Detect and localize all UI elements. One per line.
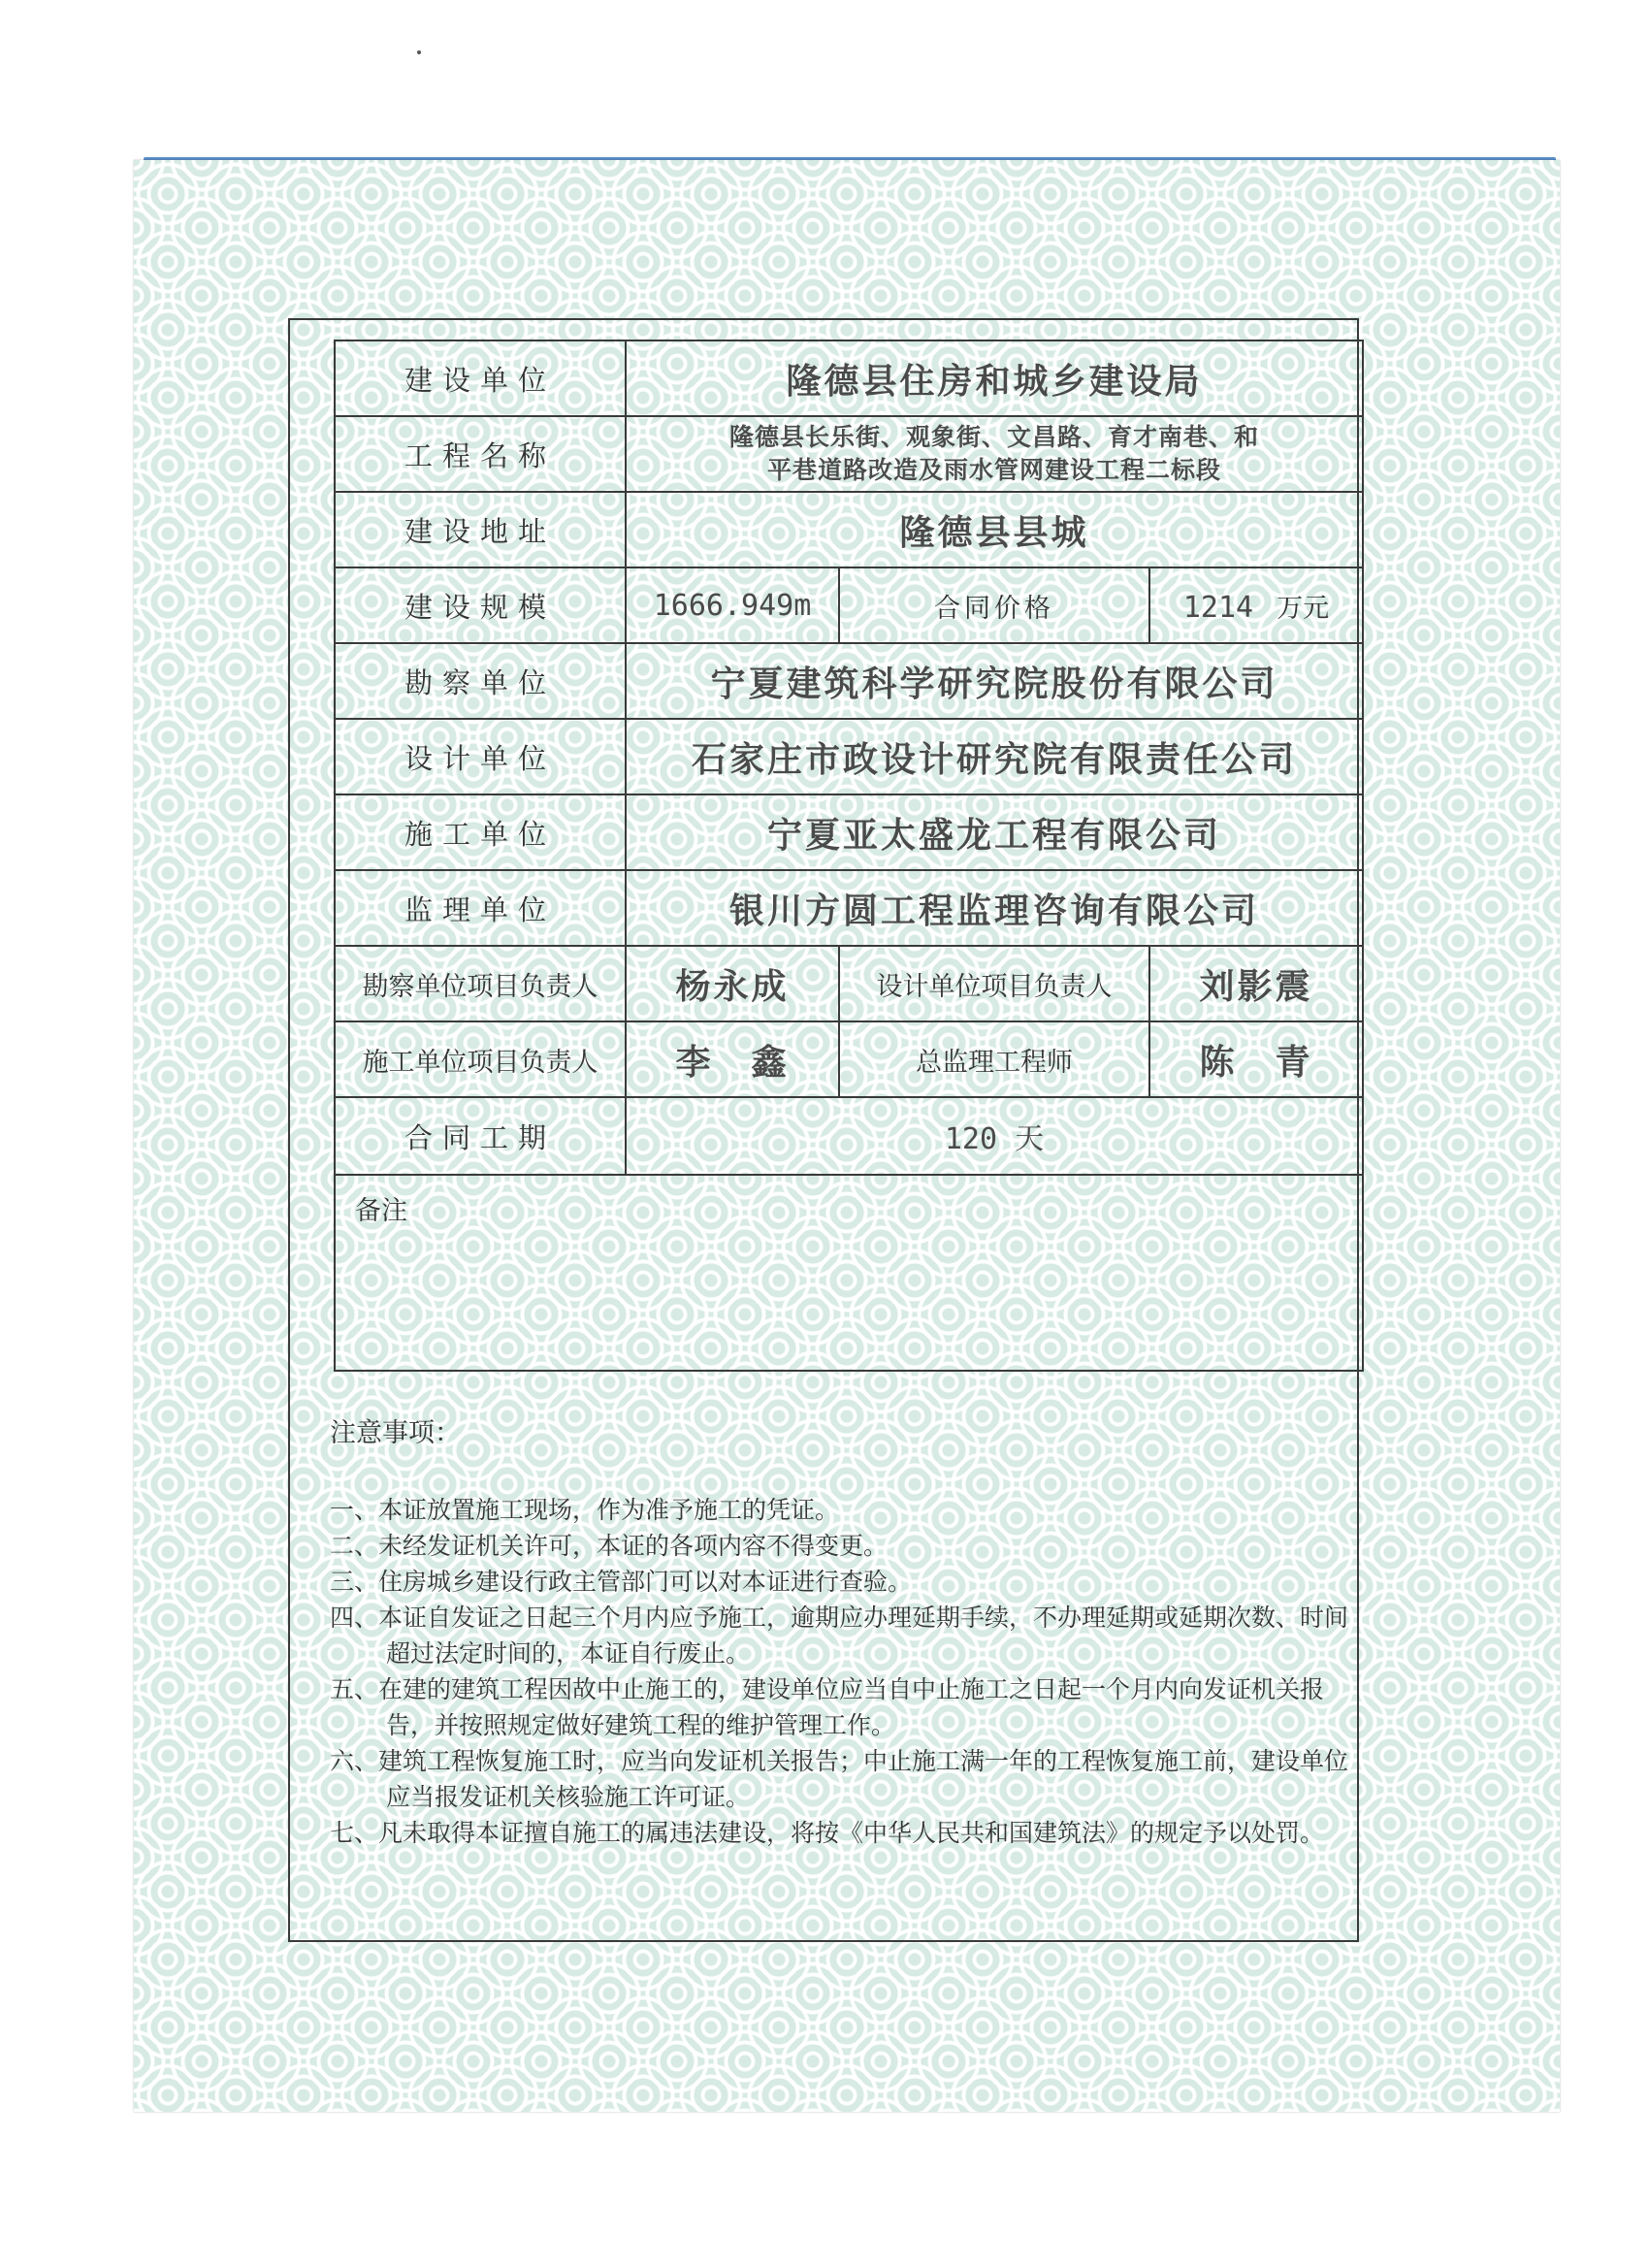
survey-leader-label: 勘察单位项目负责人 xyxy=(335,946,626,1021)
design-leader-value: 刘影震 xyxy=(1149,946,1363,1021)
construction-scale-value: 1666.949m xyxy=(626,567,839,643)
table-row xyxy=(335,492,1363,567)
table-row xyxy=(335,1021,1363,1097)
construction-unit-label: 建设单位 xyxy=(335,340,626,416)
table-row xyxy=(335,567,1363,643)
notices-list xyxy=(330,1492,1368,1851)
contract-period-label: 合同工期 xyxy=(335,1097,626,1175)
project-info-table xyxy=(334,340,1364,1372)
contract-price-label: 合同价格 xyxy=(839,567,1149,643)
contract-price-value: 1214 万元 xyxy=(1149,567,1363,643)
design-unit-label: 设计单位 xyxy=(335,719,626,794)
table-row xyxy=(335,794,1363,870)
project-name-label: 工程名称 xyxy=(335,416,626,492)
construction-unit-value: 隆德县住房和城乡建设局 xyxy=(626,340,1363,416)
remarks-label: 备注 xyxy=(355,1196,407,1226)
builder-leader-value: 李 鑫 xyxy=(626,1021,839,1097)
supervision-unit-value: 银川方圆工程监理咨询有限公司 xyxy=(626,870,1363,946)
builder-unit-value: 宁夏亚太盛龙工程有限公司 xyxy=(626,794,1363,870)
project-name-line-1: 隆德县长乐街、观象街、文昌路、育才南巷、和 xyxy=(728,423,1259,451)
builder-leader-label: 施工单位项目负责人 xyxy=(335,1021,626,1097)
list-item: 二、未经发证机关许可，本证的各项内容不得变更。 xyxy=(330,1532,889,1560)
chief-supervisor-value: 陈 青 xyxy=(1149,1021,1363,1097)
table-row xyxy=(335,416,1363,492)
survey-unit-value: 宁夏建筑科学研究院股份有限公司 xyxy=(626,643,1363,719)
construction-address-value: 隆德县县城 xyxy=(626,492,1363,567)
price-unit: 万元 xyxy=(1277,593,1330,624)
contract-period-value: 120 天 xyxy=(626,1097,1363,1175)
builder-unit-label: 施工单位 xyxy=(335,794,626,870)
list-item: 六、建筑工程恢复施工时，应当向发证机关报告；中止施工满一年的工程恢复施工前，建设单位应当报发证机关核验施工许可证。 xyxy=(330,1747,1349,1811)
list-item: 三、住房城乡建设行政主管部门可以对本证进行查验。 xyxy=(330,1568,913,1596)
notices-title: 注意事项： xyxy=(330,1418,461,1448)
table-row xyxy=(335,870,1363,946)
survey-leader-value: 杨永成 xyxy=(626,946,839,1021)
design-leader-label: 设计单位项目负责人 xyxy=(839,946,1149,1021)
table-row xyxy=(335,1175,1363,1371)
remarks-cell xyxy=(335,1175,1363,1371)
table-row xyxy=(335,643,1363,719)
design-unit-value: 石家庄市政设计研究院有限责任公司 xyxy=(626,719,1363,794)
list-item: 七、凡未取得本证擅自施工的属违法建设，将按《中华人民共和国建筑法》的规定予以处罚。 xyxy=(330,1819,1325,1847)
list-item: 四、本证自发证之日起三个月内应予施工，逾期应办理延期手续，不办理延期或延期次数、时间超过法定时间的，本证自行废止。 xyxy=(330,1604,1349,1668)
construction-scale-label: 建设规模 xyxy=(335,567,626,643)
scan-speck xyxy=(417,50,421,54)
table-row xyxy=(335,1097,1363,1175)
list-item: 五、在建的建筑工程因故中止施工的，建设单位应当自中止施工之日起一个月内向发证机关报告，并按照规定做好建筑工程的维护管理工作。 xyxy=(330,1675,1325,1739)
table-row xyxy=(335,340,1363,416)
notices-section xyxy=(330,1411,1368,1851)
supervision-unit-label: 监理单位 xyxy=(335,870,626,946)
construction-address-label: 建设地址 xyxy=(335,492,626,567)
list-item: 一、本证放置施工现场，作为准予施工的凭证。 xyxy=(330,1496,840,1524)
survey-unit-label: 勘察单位 xyxy=(335,643,626,719)
project-name-value xyxy=(626,416,1363,492)
project-name-line-2: 平巷道路改造及雨水管网建设工程二标段 xyxy=(766,456,1221,484)
table-row xyxy=(335,719,1363,794)
table-row xyxy=(335,946,1363,1021)
chief-supervisor-label: 总监理工程师 xyxy=(839,1021,1149,1097)
